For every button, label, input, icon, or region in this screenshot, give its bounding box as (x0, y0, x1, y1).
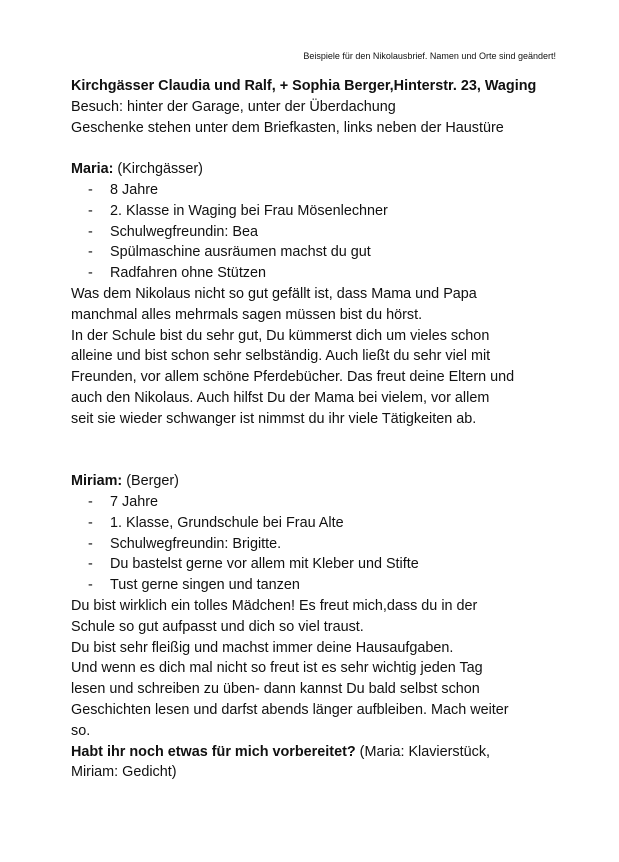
closing-answer-line: Miriam: Gedicht) (71, 764, 177, 781)
list-item (71, 263, 561, 284)
list-item-text: Du bastelst gerne vor allem mit Kleber und Stifte (110, 556, 419, 573)
maria-text-line: Freunden, vor allem schöne Pferdebücher. Das freut deine Eltern und (71, 369, 515, 386)
list-item-text: 7 Jahre (110, 493, 158, 510)
list-item (71, 554, 561, 575)
miriam-text-line: Du bist wirklich ein tolles Mädchen! Es freut mich,dass du in der (71, 597, 478, 614)
gifts-line: Geschenke stehen unter dem Briefkasten, links neben der Haustüre (71, 119, 504, 136)
maria-text-line: alleine und bist schon sehr selbständig. Auch ließt du sehr viel mit (71, 348, 491, 365)
closing-question: Habt ihr noch etwas für mich vorbereitet? (71, 743, 356, 760)
list-item (71, 575, 561, 596)
dash-bullet: - (88, 181, 93, 198)
document-body (71, 76, 561, 783)
list-item-text: Spülmaschine ausräumen machst du gut (110, 244, 371, 261)
visit-line: Besuch: hinter der Garage, unter der Überdachung (71, 98, 396, 115)
list-item (71, 180, 561, 201)
list-item (71, 222, 561, 243)
dash-bullet: - (88, 493, 93, 510)
dash-bullet: - (88, 577, 93, 594)
list-item-text: 8 Jahre (110, 181, 158, 198)
list-item (71, 201, 561, 222)
maria-heading (71, 159, 561, 180)
list-item (71, 534, 561, 555)
header-note: Beispiele für den Nikolausbrief. Namen und Orte sind geändert! (303, 51, 556, 61)
miriam-text-line: so. (71, 722, 91, 739)
spacer (71, 430, 561, 472)
list-item-text: Schulwegfreundin: Brigitte. (110, 535, 282, 552)
dash-bullet: - (88, 223, 93, 240)
maria-name: Maria: (71, 161, 114, 178)
maria-text-line: manchmal alles mehrmals sagen müssen bist du hörst. (71, 306, 423, 323)
closing-answer: (Maria: Klavierstück, (355, 743, 491, 760)
dash-bullet: - (88, 556, 93, 573)
dash-bullet: - (88, 244, 93, 261)
list-item-text: Radfahren ohne Stützen (110, 265, 267, 282)
list-item-text: Tust gerne singen und tanzen (110, 577, 300, 594)
maria-text-line: In der Schule bist du sehr gut, Du kümmerst dich um vieles schon (71, 327, 490, 344)
miriam-text-line: Du bist sehr fleißig und machst immer deine Hausaufgaben. (71, 639, 454, 656)
address-line: Kirchgässer Claudia und Ralf, + Sophia Berger,Hinterstr. 23, Waging (71, 78, 537, 94)
miriam-text-line: Geschichten lesen und darfst abends länger aufbleiben. Mach weiter (71, 701, 509, 718)
list-item (71, 492, 561, 513)
list-item (71, 513, 561, 534)
miriam-family: (Berger) (126, 473, 179, 490)
maria-text-line: auch den Nikolaus. Auch hilfst Du der Mama bei vielem, vor allem (71, 389, 490, 406)
dash-bullet: - (88, 265, 93, 282)
miriam-name: Miriam: (71, 473, 123, 490)
miriam-text-line: Schule so gut aufpasst und dich so viel traust. (71, 618, 364, 635)
miriam-text-line: Und wenn es dich mal nicht so freut ist es sehr wichtig jeden Tag (71, 660, 483, 677)
dash-bullet: - (88, 202, 93, 219)
miriam-list (71, 492, 561, 596)
list-item-text: 2. Klasse in Waging bei Frau Mösenlechner (110, 202, 388, 219)
maria-text-line: Was dem Nikolaus nicht so gut gefällt ist, dass Mama und Papa (71, 285, 477, 302)
miriam-text-line: lesen und schreiben zu üben- dann kannst Du bald selbst schon (71, 681, 480, 698)
spacer (71, 138, 561, 159)
maria-family: (Kirchgässer) (117, 161, 203, 178)
closing-line (71, 742, 561, 763)
dash-bullet: - (88, 535, 93, 552)
list-item-text: Schulwegfreundin: Bea (110, 223, 259, 240)
miriam-heading (71, 471, 561, 492)
dash-bullet: - (88, 514, 93, 531)
list-item (71, 242, 561, 263)
maria-list (71, 180, 561, 284)
maria-text-line: seit sie wieder schwanger ist nimmst du ihr viele Tätigkeiten ab. (71, 410, 477, 427)
list-item-text: 1. Klasse, Grundschule bei Frau Alte (110, 514, 344, 531)
